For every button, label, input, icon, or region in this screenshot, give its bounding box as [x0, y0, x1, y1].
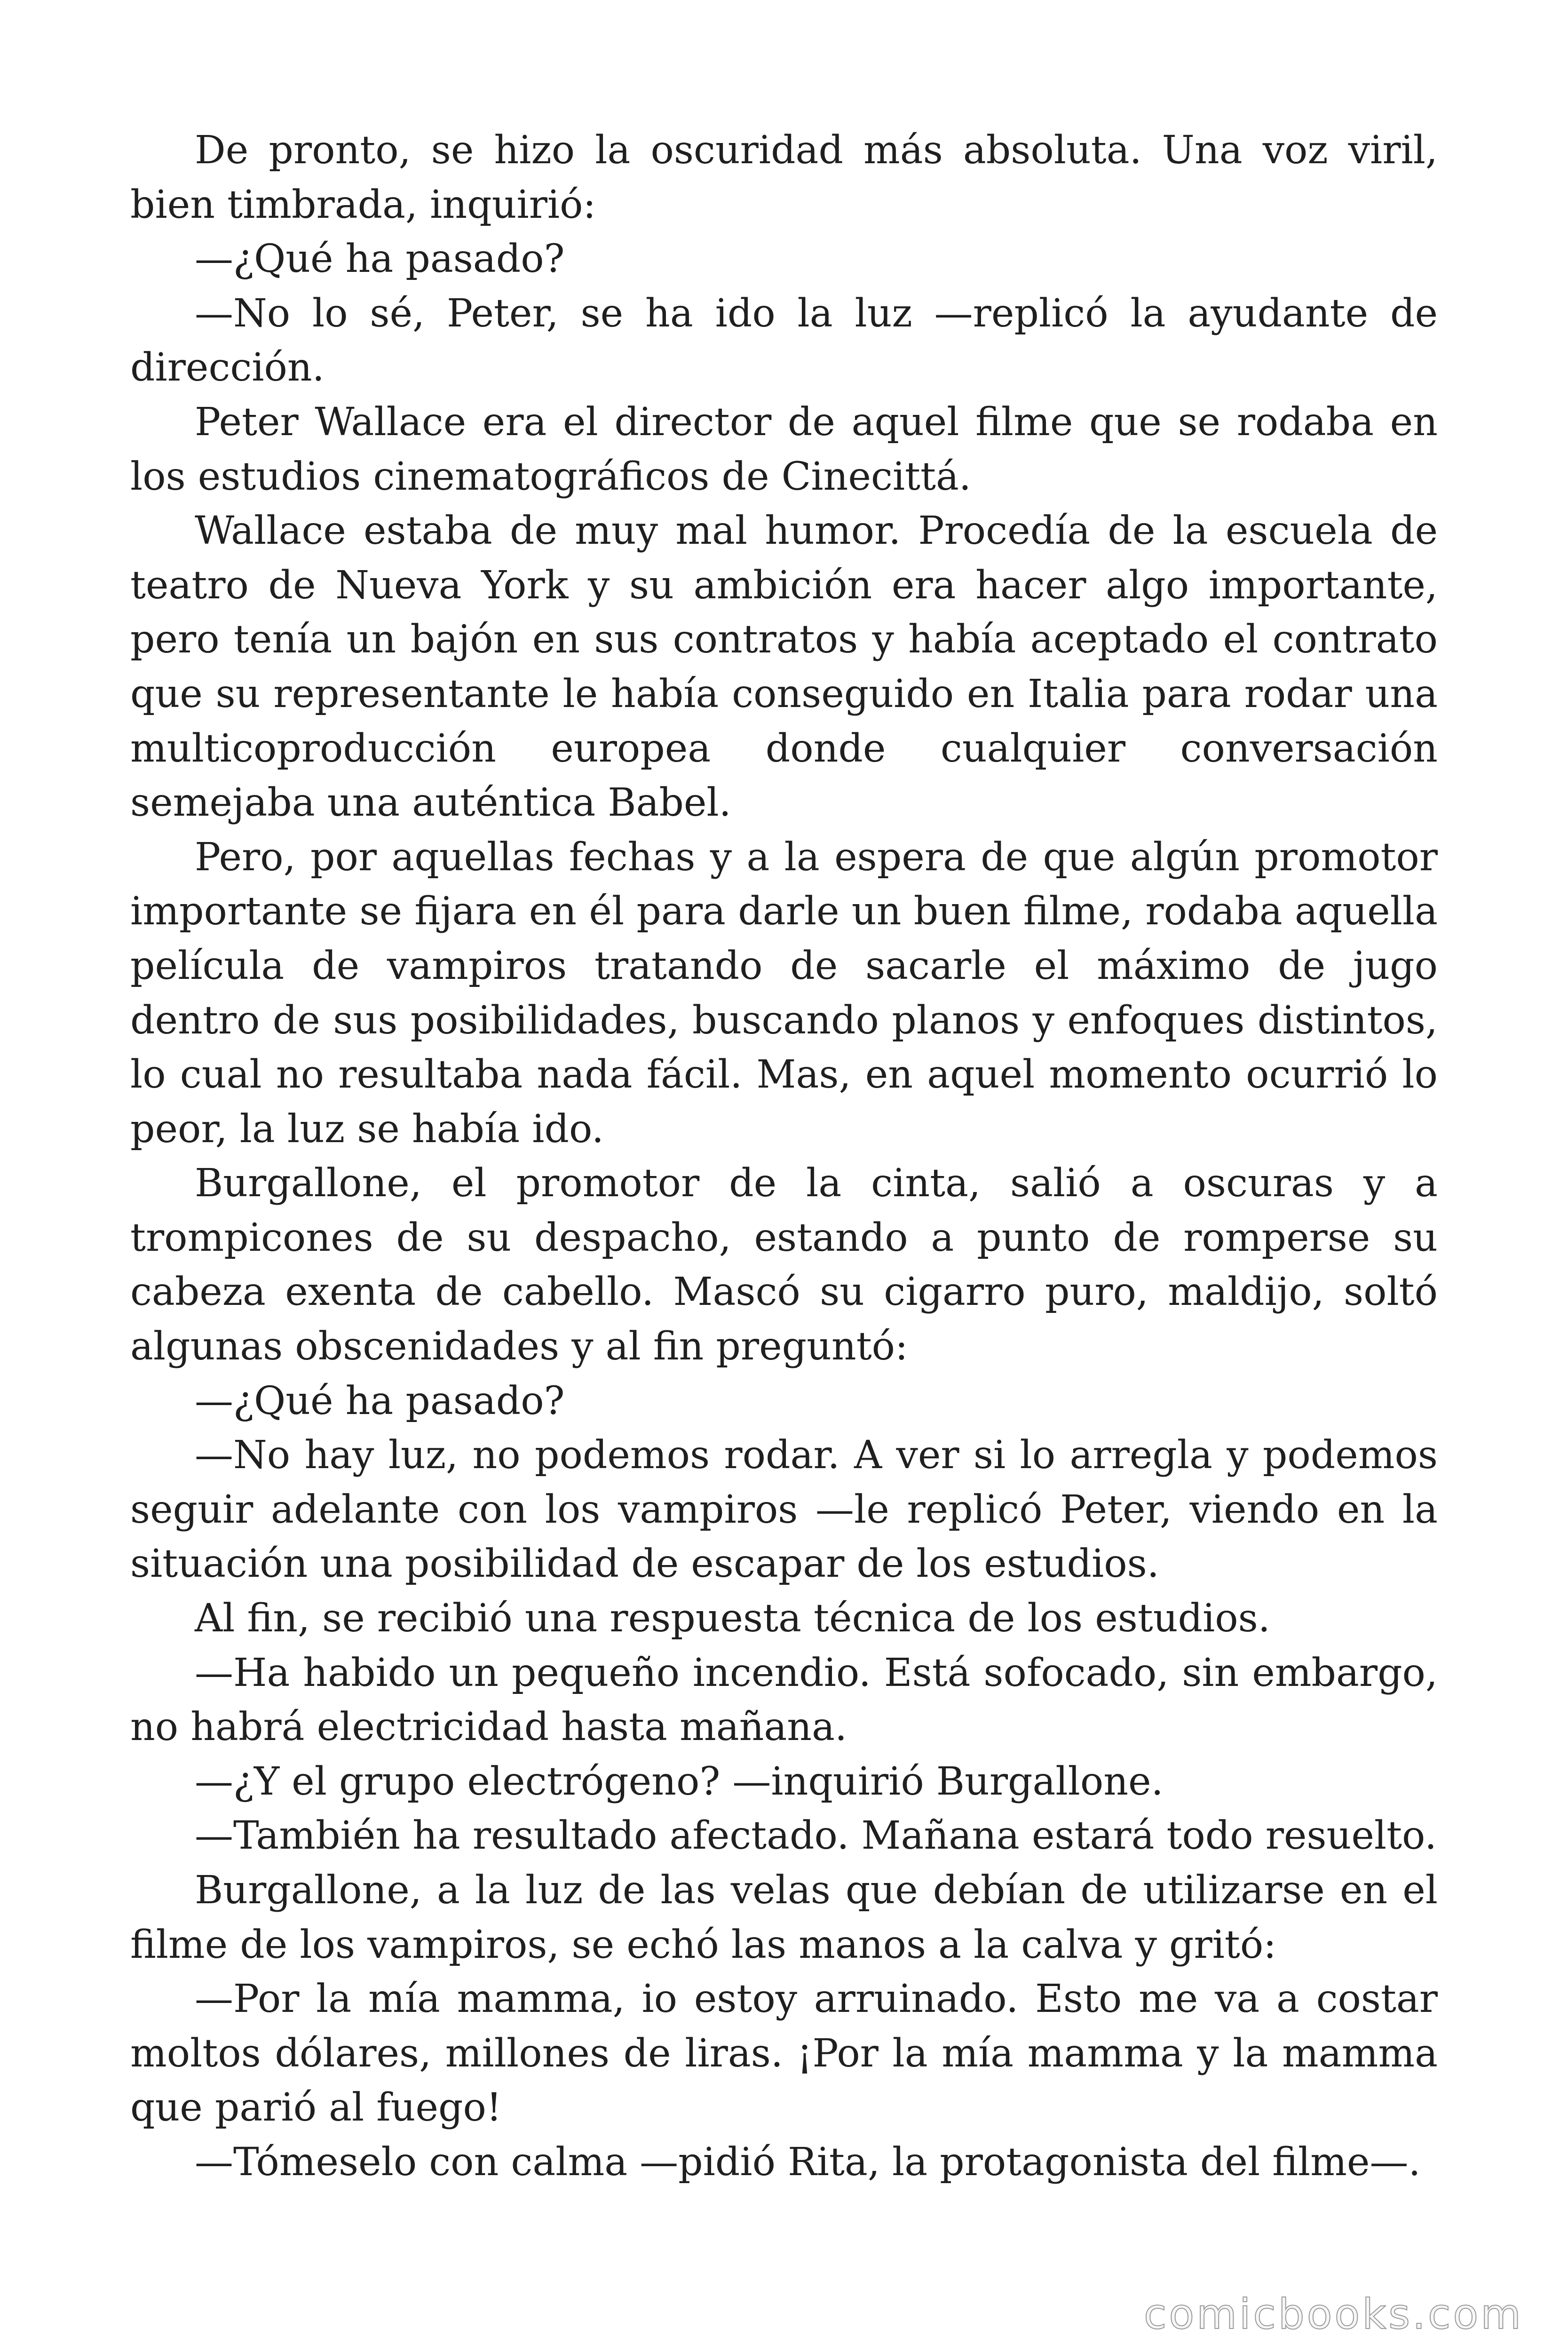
- paragraph: —También ha resultado afectado. Mañana estará todo resuelto.: [195, 1813, 1437, 1859]
- page-text: [130, 123, 1438, 2190]
- paragraph: —No lo sé, Peter, se ha ido la luz —replicó la ayudante de dirección.: [130, 291, 1438, 390]
- paragraph: —Ha habido un pequeño incendio. Está sofocado, sin embargo, no habrá electricidad hasta mañana.: [130, 1650, 1438, 1750]
- paragraph: —¿Y el grupo electrógeno? —inquirió Burgallone.: [195, 1759, 1164, 1804]
- paragraph: Wallace estaba de muy mal humor. Procedía de la escuela de teatro de Nueva York y su ambición era hacer algo importante, pero tenía un bajón en sus contratos y había aceptado el contrato que su representante le había conseguido en Italia para rodar una multicoproducción europea donde cualquier conversación semejaba una auténtica Babel.: [130, 509, 1438, 826]
- paragraph: Peter Wallace era el director de aquel filme que se rodaba en los estudios cinematográficos de Cinecittá.: [130, 399, 1438, 499]
- paragraph: —¿Qué ha pasado?: [195, 1378, 565, 1423]
- paragraph: De pronto, se hizo la oscuridad más absoluta. Una voz viril, bien timbrada, inquirió:: [130, 128, 1438, 227]
- paragraph: —¿Qué ha pasado?: [195, 237, 565, 282]
- watermark: comicbooks.com: [1143, 2290, 1523, 2338]
- paragraph: Burgallone, el promotor de la cinta, salió a oscuras y a trompicones de su despacho, estando a punto de romperse su cabeza exenta de cabello. Mascó su cigarro puro, maldijo, soltó algunas obscenidades y al fin preguntó:: [130, 1161, 1438, 1369]
- paragraph: Al fin, se recibió una respuesta técnica de los estudios.: [195, 1596, 1270, 1641]
- paragraph: —Por la mía mamma, io estoy arruinado. Esto me va a costar moltos dólares, millones de liras. ¡Por la mía mamma y la mamma que parió al fuego!: [130, 1977, 1438, 2130]
- paragraph: —Tómeselo con calma —pidió Rita, la protagonista del filme—.: [195, 2139, 1421, 2185]
- paragraph: —No hay luz, no podemos rodar. A ver si lo arregla y podemos seguir adelante con los vampiros —le replicó Peter, viendo en la situación una posibilidad de escapar de los estudios.: [130, 1433, 1438, 1587]
- paragraph: Pero, por aquellas fechas y a la espera de que algún promotor importante se fijara en él para darle un buen filme, rodaba aquella película de vampiros tratando de sacarle el máximo de jugo dentro de sus posibilidades, buscando planos y enfoques distintos, lo cual no resultaba nada fácil. Mas, en aquel momento ocurrió lo peor, la luz se había ido.: [130, 834, 1438, 1152]
- paragraph: Burgallone, a la luz de las velas que debían de utilizarse en el filme de los vampiros, se echó las manos a la calva y gritó:: [130, 1868, 1438, 1967]
